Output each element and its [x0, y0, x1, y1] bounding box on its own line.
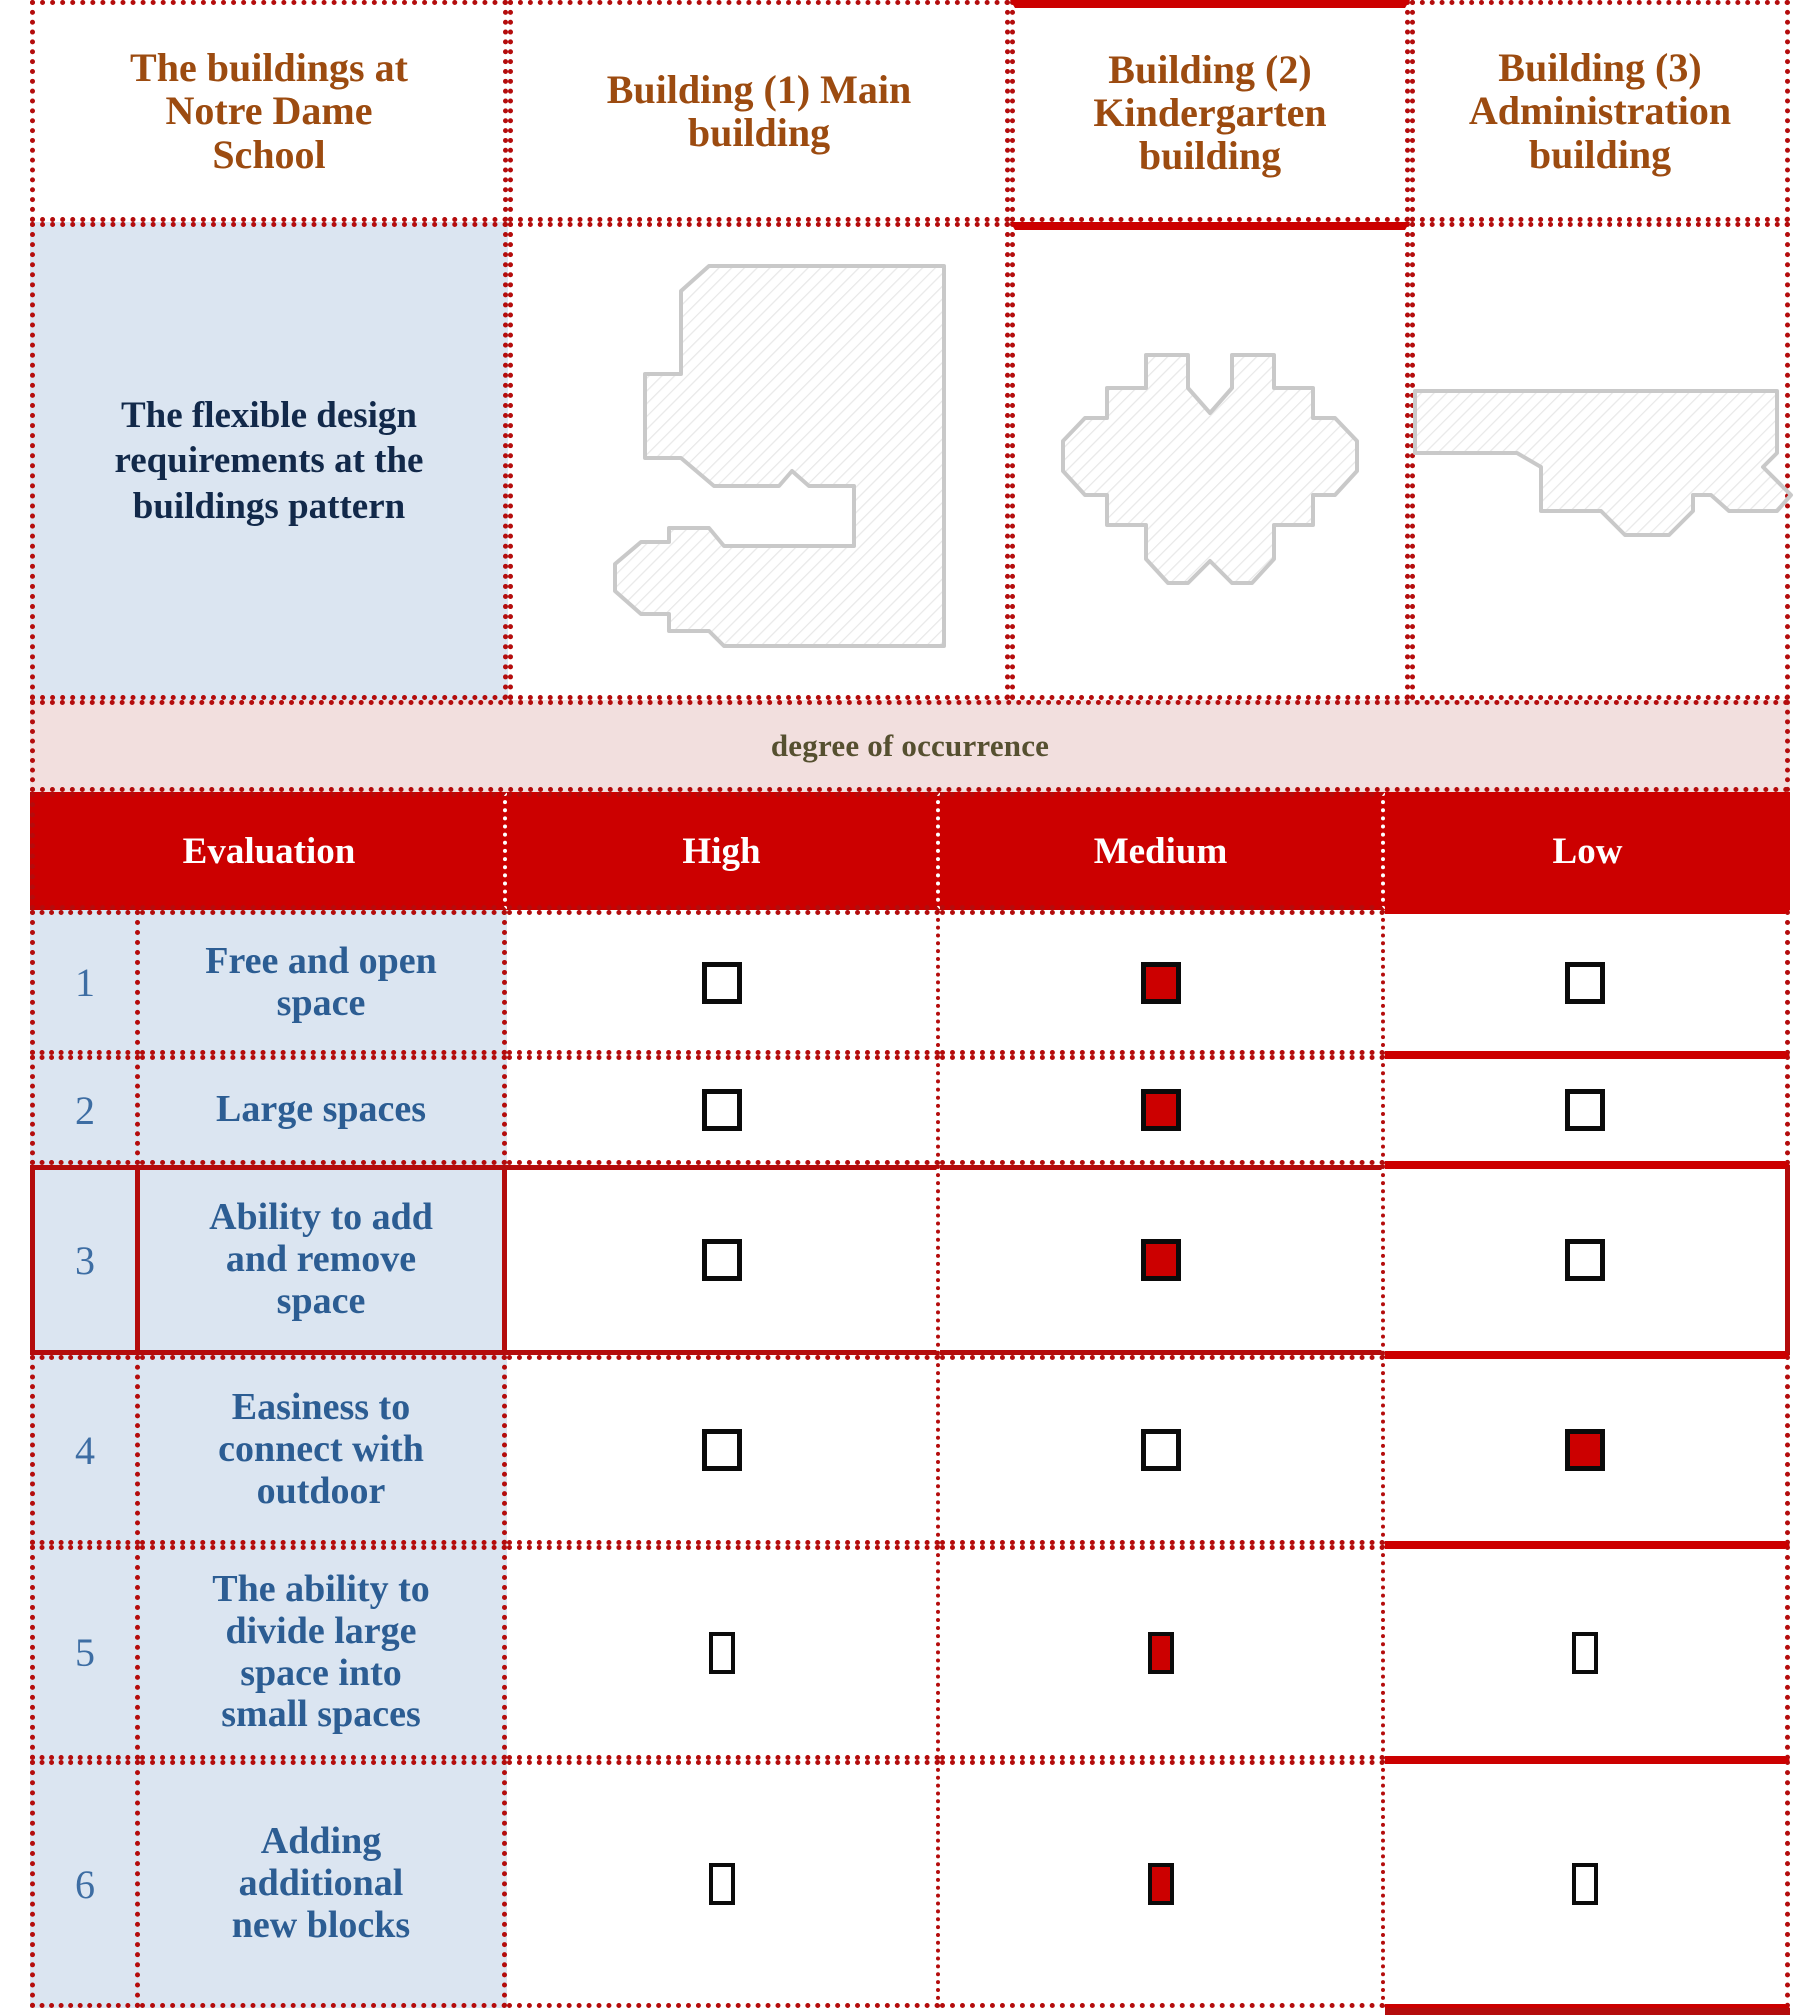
building-3-plan-icon: [1411, 377, 1811, 577]
checkbox-empty-medium[interactable]: [1141, 1429, 1181, 1471]
row-label-cell: [140, 1760, 507, 2008]
header-building-1-line-1: Building (1) Main: [606, 66, 912, 112]
row-label-line: space: [276, 981, 366, 1024]
building-2-plan-icon: [1045, 313, 1375, 613]
mark-cell-high: [507, 1165, 940, 1355]
checkbox-empty-high[interactable]: [702, 1239, 742, 1281]
degree-of-occurrence-label: degree of occurrence: [770, 728, 1050, 763]
row-label-cell: [140, 1545, 507, 1760]
row-label-line: outdoor: [256, 1469, 386, 1512]
mark-cell-low: [1385, 1760, 1790, 2008]
header-title-line-3: School: [212, 131, 326, 177]
checkbox-checked-medium[interactable]: [1141, 1239, 1181, 1281]
checkbox-empty-high[interactable]: [702, 962, 742, 1004]
row-label-line: Large spaces: [215, 1088, 427, 1131]
bottom-rail-low-column: [1385, 2008, 1790, 2015]
header-building-2-line-2: Kindergarten: [1093, 89, 1327, 135]
mark-cell-high: [507, 1355, 940, 1545]
row-label-cell: [140, 1165, 507, 1355]
mark-cell-medium: [940, 1545, 1385, 1760]
row-label-line: additional: [238, 1862, 404, 1905]
checkbox-checked-medium[interactable]: [1148, 1863, 1174, 1905]
row-label-line: Easiness to: [231, 1386, 411, 1429]
mark-cell-medium: [940, 1355, 1385, 1545]
column-header-high-label: High: [682, 830, 761, 872]
checkbox-empty-low[interactable]: [1572, 1632, 1598, 1674]
header-title-cell: [30, 0, 508, 222]
mark-cell-high: [507, 910, 940, 1055]
row-label-line: Ability to add: [209, 1196, 433, 1239]
column-header-high: [507, 792, 940, 910]
checkbox-empty-low[interactable]: [1565, 1239, 1605, 1281]
flexible-requirements-line-2: requirements at the: [114, 440, 424, 482]
building-1-plan-cell: [508, 222, 1010, 700]
checkbox-empty-low[interactable]: [1572, 1863, 1598, 1905]
mark-cell-high: [507, 1055, 940, 1165]
mark-cell-medium: [940, 1055, 1385, 1165]
row-label-line: connect with: [218, 1428, 424, 1471]
header-building-3-line-1: Building (3): [1498, 45, 1702, 91]
checkbox-empty-high[interactable]: [709, 1632, 735, 1674]
mark-cell-low: [1385, 1165, 1790, 1355]
column-header-medium: [940, 792, 1385, 910]
header-building-1-line-2: building: [687, 110, 831, 155]
row-label-line: and remove: [225, 1238, 417, 1281]
checkbox-empty-high[interactable]: [702, 1089, 742, 1131]
row-label-cell: [140, 910, 507, 1055]
row-label-cell: [140, 1055, 507, 1165]
flexible-requirements-line-3: buildings pattern: [132, 485, 406, 527]
checkbox-empty-low[interactable]: [1565, 962, 1605, 1004]
mark-cell-medium: [940, 1165, 1385, 1355]
building-1-plan-icon: [549, 246, 969, 676]
row-label-line: The ability to: [212, 1567, 430, 1610]
row-label-line: space into: [240, 1651, 402, 1694]
column-header-evaluation-label: Evaluation: [182, 830, 356, 872]
column-header-low: [1385, 792, 1790, 910]
header-building-2-line-1: Building (2): [1108, 46, 1312, 92]
building-2-plan-cell: [1010, 222, 1410, 700]
checkbox-empty-high[interactable]: [709, 1863, 735, 1905]
row-label-line: divide large: [225, 1609, 417, 1652]
row-label-line: space: [276, 1279, 366, 1322]
checkbox-checked-medium[interactable]: [1148, 1632, 1174, 1674]
header-building-3: [1410, 0, 1790, 222]
column-header-evaluation: [30, 792, 507, 910]
header-building-3-line-3: building: [1528, 131, 1672, 177]
row-number-cell: 5: [30, 1545, 140, 1760]
header-title-line-2: Notre Dame: [165, 88, 373, 134]
header-title-line-1: The buildings at: [130, 45, 408, 91]
mark-cell-high: [507, 1545, 940, 1760]
degree-of-occurrence-band: [30, 700, 1790, 792]
mark-cell-low: [1385, 1545, 1790, 1760]
flexible-requirements-label: [30, 222, 508, 700]
header-building-1: [508, 0, 1010, 222]
mark-cell-low: [1385, 910, 1790, 1055]
header-building-2-line-3: building: [1138, 133, 1282, 179]
row-label-cell: [140, 1355, 507, 1545]
checkbox-checked-medium[interactable]: [1141, 1089, 1181, 1131]
row-number-cell: 4: [30, 1355, 140, 1545]
row-number-cell: 2: [30, 1055, 140, 1165]
header-building-2: [1010, 0, 1410, 222]
row-label-line: new blocks: [231, 1903, 411, 1946]
building-3-plan-cell: [1410, 222, 1790, 700]
row-number-cell: 6: [30, 1760, 140, 2008]
column-header-medium-label: Medium: [1093, 830, 1228, 872]
row-number-cell: 3: [30, 1165, 140, 1355]
column-header-low-label: Low: [1552, 830, 1623, 872]
row-label-line: Free and open: [205, 939, 437, 982]
mark-cell-high: [507, 1760, 940, 2008]
mark-cell-medium: [940, 910, 1385, 1055]
mark-cell-low: [1385, 1355, 1790, 1545]
checkbox-checked-medium[interactable]: [1141, 962, 1181, 1004]
row-label-line: small spaces: [221, 1693, 421, 1736]
checkbox-checked-low[interactable]: [1565, 1429, 1605, 1471]
row-label-line: Adding: [260, 1820, 382, 1863]
header-building-3-line-2: Administration: [1468, 88, 1732, 134]
checkbox-empty-low[interactable]: [1565, 1089, 1605, 1131]
row-number-cell: 1: [30, 910, 140, 1055]
mark-cell-medium: [940, 1760, 1385, 2008]
mark-cell-low: [1385, 1055, 1790, 1165]
checkbox-empty-high[interactable]: [702, 1429, 742, 1471]
flexible-requirements-line-1: The flexible design: [120, 395, 418, 437]
